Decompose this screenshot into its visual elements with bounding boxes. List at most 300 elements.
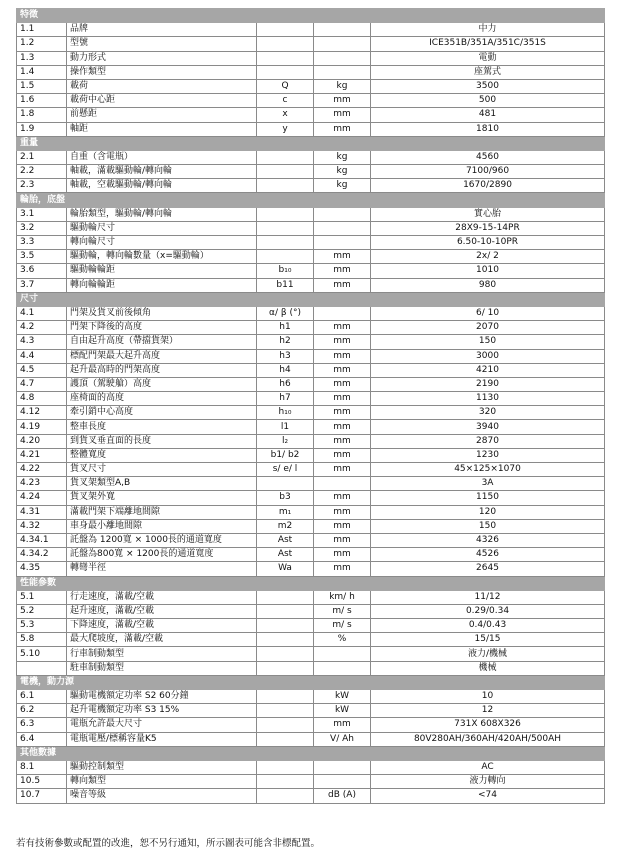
row-item: 標配門架最大起升高度 — [67, 349, 257, 363]
row-value: 3500 — [371, 79, 605, 93]
row-unit: mm — [314, 548, 371, 562]
row-value: 1130 — [371, 392, 605, 406]
table-row — [17, 236, 605, 250]
section-header — [17, 9, 605, 23]
row-item: 整體寬度 — [67, 448, 257, 462]
table-row — [17, 37, 605, 51]
row-number: 4.20 — [17, 434, 67, 448]
row-unit: kg — [314, 79, 371, 93]
row-item: 護頂（駕駛艙）高度 — [67, 377, 257, 391]
row-symbol: h3 — [257, 349, 314, 363]
row-symbol: s/ e/ l — [257, 463, 314, 477]
row-number: 4.34.2 — [17, 548, 67, 562]
row-number: 4.3 — [17, 335, 67, 349]
row-value: 6.50-10-10PR — [371, 236, 605, 250]
row-unit: m/ s — [314, 619, 371, 633]
table-row — [17, 23, 605, 37]
row-symbol — [257, 23, 314, 37]
section-title: 重量 — [17, 136, 605, 150]
row-unit: mm — [314, 434, 371, 448]
row-value: 120 — [371, 505, 605, 519]
row-value: 實心胎 — [371, 207, 605, 221]
row-unit: mm — [314, 278, 371, 292]
row-value: 1230 — [371, 448, 605, 462]
row-value: 3940 — [371, 420, 605, 434]
row-unit: kg — [314, 179, 371, 193]
row-symbol — [257, 604, 314, 618]
row-item: 驅動控制類型 — [67, 760, 257, 774]
table-row — [17, 221, 605, 235]
row-value: 7100/960 — [371, 165, 605, 179]
row-unit — [314, 65, 371, 79]
row-symbol: Ast — [257, 533, 314, 547]
row-item: 下降速度，滿載/空載 — [67, 619, 257, 633]
table-row — [17, 732, 605, 746]
row-number: 3.5 — [17, 250, 67, 264]
table-row — [17, 505, 605, 519]
spec-table — [16, 8, 605, 804]
table-row — [17, 519, 605, 533]
row-item: 牽引銷中心高度 — [67, 406, 257, 420]
table-row — [17, 335, 605, 349]
row-symbol: h6 — [257, 377, 314, 391]
row-number: 4.4 — [17, 349, 67, 363]
table-row — [17, 463, 605, 477]
row-number: 4.19 — [17, 420, 67, 434]
row-symbol: b1/ b2 — [257, 448, 314, 462]
row-number — [17, 661, 67, 675]
row-unit: mm — [314, 505, 371, 519]
row-symbol — [257, 236, 314, 250]
table-row — [17, 250, 605, 264]
section-header — [17, 746, 605, 760]
table-row — [17, 306, 605, 320]
row-unit: mm — [314, 250, 371, 264]
row-unit: mm — [314, 491, 371, 505]
row-unit: mm — [314, 108, 371, 122]
row-unit: km/ h — [314, 590, 371, 604]
row-item: 載荷 — [67, 79, 257, 93]
table-row — [17, 122, 605, 136]
row-symbol — [257, 704, 314, 718]
row-symbol — [257, 179, 314, 193]
table-row — [17, 533, 605, 547]
row-value: 2190 — [371, 377, 605, 391]
row-symbol — [257, 647, 314, 661]
row-value: 電動 — [371, 51, 605, 65]
row-item: 起升最高時的門架高度 — [67, 363, 257, 377]
row-item: 型號 — [67, 37, 257, 51]
row-unit: % — [314, 633, 371, 647]
row-number: 4.24 — [17, 491, 67, 505]
row-number: 6.4 — [17, 732, 67, 746]
row-symbol: h7 — [257, 392, 314, 406]
table-row — [17, 789, 605, 803]
row-unit — [314, 221, 371, 235]
row-number: 2.2 — [17, 165, 67, 179]
row-unit: mm — [314, 420, 371, 434]
row-number: 5.8 — [17, 633, 67, 647]
row-number: 3.1 — [17, 207, 67, 221]
table-row — [17, 349, 605, 363]
row-item: 轉彎半徑 — [67, 562, 257, 576]
row-item: 動力形式 — [67, 51, 257, 65]
table-row — [17, 477, 605, 491]
row-value: 4560 — [371, 150, 605, 164]
row-value: 6/ 10 — [371, 306, 605, 320]
table-row — [17, 363, 605, 377]
row-unit: kg — [314, 150, 371, 164]
table-row — [17, 179, 605, 193]
row-item: 滿載門架下端離地間隙 — [67, 505, 257, 519]
row-symbol — [257, 789, 314, 803]
row-item: 座椅面的高度 — [67, 392, 257, 406]
row-number: 3.3 — [17, 236, 67, 250]
row-symbol: c — [257, 94, 314, 108]
row-unit: mm — [314, 94, 371, 108]
row-number: 3.2 — [17, 221, 67, 235]
row-item: 轉向輪尺寸 — [67, 236, 257, 250]
row-item: 輪胎類型，驅動輪/轉向輪 — [67, 207, 257, 221]
section-title: 尺寸 — [17, 292, 605, 306]
row-item: 駐車制動類型 — [67, 661, 257, 675]
row-value: 0.4/0.43 — [371, 619, 605, 633]
row-unit: mm — [314, 448, 371, 462]
row-unit: mm — [314, 406, 371, 420]
row-number: 1.6 — [17, 94, 67, 108]
table-row — [17, 420, 605, 434]
row-number: 2.1 — [17, 150, 67, 164]
section-title: 其他數據 — [17, 746, 605, 760]
table-row — [17, 377, 605, 391]
table-row — [17, 604, 605, 618]
row-value: 機械 — [371, 661, 605, 675]
row-symbol: α/ β (°) — [257, 306, 314, 320]
row-item: 品牌 — [67, 23, 257, 37]
table-row — [17, 647, 605, 661]
row-unit — [314, 207, 371, 221]
row-value: 150 — [371, 519, 605, 533]
table-row — [17, 278, 605, 292]
row-item: 行走速度，滿載/空載 — [67, 590, 257, 604]
row-value: AC — [371, 760, 605, 774]
row-symbol — [257, 150, 314, 164]
row-unit: mm — [314, 349, 371, 363]
row-symbol: l₂ — [257, 434, 314, 448]
row-item: 驅動輪，轉向輪數量（x=驅動輪） — [67, 250, 257, 264]
table-row — [17, 661, 605, 675]
row-value: 3A — [371, 477, 605, 491]
section-header — [17, 675, 605, 689]
row-symbol: h₁₀ — [257, 406, 314, 420]
row-symbol — [257, 165, 314, 179]
table-row — [17, 79, 605, 93]
row-symbol — [257, 760, 314, 774]
section-title: 電機，動力源 — [17, 675, 605, 689]
row-unit: mm — [314, 122, 371, 136]
row-value: 45×125×1070 — [371, 463, 605, 477]
row-number: 4.5 — [17, 363, 67, 377]
row-symbol — [257, 207, 314, 221]
row-number: 4.31 — [17, 505, 67, 519]
table-row — [17, 108, 605, 122]
row-unit: mm — [314, 377, 371, 391]
row-value: 2870 — [371, 434, 605, 448]
row-item: 驅動電機額定功率 S2 60分鐘 — [67, 690, 257, 704]
row-symbol: Q — [257, 79, 314, 93]
row-item: 操作類型 — [67, 65, 257, 79]
row-value: 500 — [371, 94, 605, 108]
row-number: 3.7 — [17, 278, 67, 292]
row-item: 起升電機額定功率 S3 15% — [67, 704, 257, 718]
row-value: 2070 — [371, 321, 605, 335]
row-symbol — [257, 661, 314, 675]
table-row — [17, 718, 605, 732]
row-symbol: y — [257, 122, 314, 136]
section-title: 性能參數 — [17, 576, 605, 590]
row-item: 驅動輪輪距 — [67, 264, 257, 278]
table-row — [17, 207, 605, 221]
row-item: 託盤為800寬 × 1200長的通道寬度 — [67, 548, 257, 562]
row-unit: mm — [314, 562, 371, 576]
row-item: 貨叉架類型A,B — [67, 477, 257, 491]
row-value: 3000 — [371, 349, 605, 363]
row-unit: mm — [314, 718, 371, 732]
row-number: 5.10 — [17, 647, 67, 661]
table-row — [17, 321, 605, 335]
section-header — [17, 576, 605, 590]
spec-sheet — [16, 8, 604, 804]
row-item: 起升速度，滿載/空載 — [67, 604, 257, 618]
row-item: 貨叉架外寬 — [67, 491, 257, 505]
row-unit: mm — [314, 463, 371, 477]
row-item: 門架下降後的高度 — [67, 321, 257, 335]
row-item: 門架及貨叉前後傾角 — [67, 306, 257, 320]
row-unit: mm — [314, 363, 371, 377]
row-value: 0.29/0.34 — [371, 604, 605, 618]
table-row — [17, 392, 605, 406]
row-unit — [314, 661, 371, 675]
row-unit: mm — [314, 533, 371, 547]
row-symbol: b11 — [257, 278, 314, 292]
row-item: 電瓶允許最大尺寸 — [67, 718, 257, 732]
row-unit: m/ s — [314, 604, 371, 618]
row-value: 28X9-15-14PR — [371, 221, 605, 235]
row-unit — [314, 306, 371, 320]
row-unit: mm — [314, 264, 371, 278]
row-item: 電瓶電壓/標稱容量K5 — [67, 732, 257, 746]
table-row — [17, 562, 605, 576]
row-unit: kW — [314, 704, 371, 718]
section-title: 特徵 — [17, 9, 605, 23]
row-number: 1.9 — [17, 122, 67, 136]
row-value: 980 — [371, 278, 605, 292]
table-row — [17, 491, 605, 505]
row-number: 1.2 — [17, 37, 67, 51]
row-number: 4.8 — [17, 392, 67, 406]
row-item: 軸距 — [67, 122, 257, 136]
row-number: 6.3 — [17, 718, 67, 732]
table-row — [17, 264, 605, 278]
row-value: 15/15 — [371, 633, 605, 647]
row-item: 到貨叉垂直面的長度 — [67, 434, 257, 448]
row-unit: mm — [314, 321, 371, 335]
row-number: 4.35 — [17, 562, 67, 576]
row-value: 2645 — [371, 562, 605, 576]
table-row — [17, 448, 605, 462]
row-item: 自重（含電瓶） — [67, 150, 257, 164]
row-number: 6.1 — [17, 690, 67, 704]
table-row — [17, 690, 605, 704]
row-symbol: x — [257, 108, 314, 122]
row-number: 4.22 — [17, 463, 67, 477]
row-unit — [314, 23, 371, 37]
row-number: 10.7 — [17, 789, 67, 803]
table-row — [17, 150, 605, 164]
row-symbol: b₁₀ — [257, 264, 314, 278]
row-symbol: m2 — [257, 519, 314, 533]
row-item: 載荷中心距 — [67, 94, 257, 108]
row-symbol — [257, 619, 314, 633]
row-value: 液力/機械 — [371, 647, 605, 661]
row-unit: mm — [314, 519, 371, 533]
row-number: 4.2 — [17, 321, 67, 335]
row-item: 車身最小離地間隙 — [67, 519, 257, 533]
row-symbol: b3 — [257, 491, 314, 505]
row-value: 10 — [371, 690, 605, 704]
row-number: 1.8 — [17, 108, 67, 122]
row-value: 座駕式 — [371, 65, 605, 79]
row-unit: dB (A) — [314, 789, 371, 803]
table-row — [17, 775, 605, 789]
table-row — [17, 406, 605, 420]
row-unit — [314, 477, 371, 491]
row-value: 1810 — [371, 122, 605, 136]
row-symbol: Ast — [257, 548, 314, 562]
row-number: 1.4 — [17, 65, 67, 79]
row-number: 4.23 — [17, 477, 67, 491]
table-row — [17, 165, 605, 179]
row-unit — [314, 37, 371, 51]
table-row — [17, 51, 605, 65]
row-number: 5.2 — [17, 604, 67, 618]
row-item: 自由起升高度（帶擋貨架） — [67, 335, 257, 349]
row-value: 80V280AH/360AH/420AH/500AH — [371, 732, 605, 746]
row-value: 液力轉向 — [371, 775, 605, 789]
row-symbol: Wa — [257, 562, 314, 576]
row-item: 託盤為 1200寬 × 1000長的通道寬度 — [67, 533, 257, 547]
row-unit — [314, 760, 371, 774]
row-value: 11/12 — [371, 590, 605, 604]
row-symbol: h1 — [257, 321, 314, 335]
table-row — [17, 633, 605, 647]
row-symbol — [257, 590, 314, 604]
row-item: 轉向輪輪距 — [67, 278, 257, 292]
row-number: 4.7 — [17, 377, 67, 391]
row-symbol: h4 — [257, 363, 314, 377]
row-unit — [314, 647, 371, 661]
row-value: 4210 — [371, 363, 605, 377]
row-item: 噪音等級 — [67, 789, 257, 803]
row-number: 8.1 — [17, 760, 67, 774]
section-header — [17, 292, 605, 306]
row-number: 4.21 — [17, 448, 67, 462]
row-value: 1150 — [371, 491, 605, 505]
row-symbol — [257, 65, 314, 79]
row-item: 行車制動類型 — [67, 647, 257, 661]
row-number: 10.5 — [17, 775, 67, 789]
row-item: 整車長度 — [67, 420, 257, 434]
row-value: 4326 — [371, 533, 605, 547]
table-row — [17, 434, 605, 448]
row-symbol — [257, 221, 314, 235]
row-number: 6.2 — [17, 704, 67, 718]
section-title: 輪胎，底盤 — [17, 193, 605, 207]
row-number: 4.32 — [17, 519, 67, 533]
row-value: 320 — [371, 406, 605, 420]
row-symbol: l1 — [257, 420, 314, 434]
row-item: 最大爬坡度，滿載/空載 — [67, 633, 257, 647]
row-unit: mm — [314, 392, 371, 406]
row-value: 1010 — [371, 264, 605, 278]
row-value: <74 — [371, 789, 605, 803]
row-unit: kg — [314, 165, 371, 179]
row-value: 731X 608X326 — [371, 718, 605, 732]
row-symbol — [257, 477, 314, 491]
row-symbol: m₁ — [257, 505, 314, 519]
row-value: 中力 — [371, 23, 605, 37]
section-header — [17, 193, 605, 207]
row-number: 1.5 — [17, 79, 67, 93]
row-symbol: h2 — [257, 335, 314, 349]
row-item: 驅動輪尺寸 — [67, 221, 257, 235]
row-symbol — [257, 37, 314, 51]
row-number: 5.1 — [17, 590, 67, 604]
row-symbol — [257, 633, 314, 647]
row-value: 2x/ 2 — [371, 250, 605, 264]
footnote: 若有技術參數或配置的改進，恕不另行通知，所示圖表可能含非標配置。 — [16, 838, 321, 849]
row-item: 貨叉尺寸 — [67, 463, 257, 477]
row-number: 2.3 — [17, 179, 67, 193]
table-row — [17, 760, 605, 774]
row-number: 3.6 — [17, 264, 67, 278]
row-value: 12 — [371, 704, 605, 718]
row-unit — [314, 236, 371, 250]
table-row — [17, 94, 605, 108]
row-value: 4526 — [371, 548, 605, 562]
row-value: ICE351B/351A/351C/351S — [371, 37, 605, 51]
row-symbol — [257, 732, 314, 746]
row-symbol — [257, 690, 314, 704]
row-symbol — [257, 250, 314, 264]
row-item: 軸載，空載驅動輪/轉向輪 — [67, 179, 257, 193]
row-number: 4.1 — [17, 306, 67, 320]
row-unit — [314, 51, 371, 65]
row-value: 1670/2890 — [371, 179, 605, 193]
row-item: 軸載，滿載驅動輪/轉向輪 — [67, 165, 257, 179]
row-number: 1.3 — [17, 51, 67, 65]
table-row — [17, 548, 605, 562]
table-row — [17, 65, 605, 79]
row-unit: V/ Ah — [314, 732, 371, 746]
table-row — [17, 704, 605, 718]
row-number: 5.3 — [17, 619, 67, 633]
table-row — [17, 619, 605, 633]
row-item: 前懸距 — [67, 108, 257, 122]
row-value: 481 — [371, 108, 605, 122]
table-row — [17, 590, 605, 604]
row-symbol — [257, 718, 314, 732]
